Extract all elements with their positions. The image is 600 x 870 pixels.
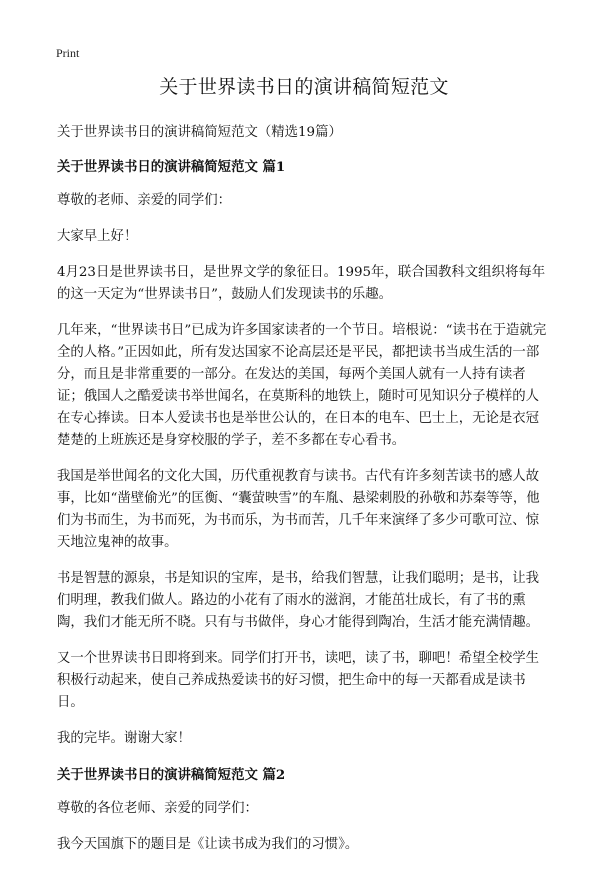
paragraph: 我的完毕。谢谢大家！ xyxy=(57,731,191,746)
document-subtitle: 关于世界读书日的演讲稿简短范文（精选19篇） xyxy=(57,125,342,140)
section-heading-2: 关于世界读书日的演讲稿简短范文 篇2 xyxy=(57,767,286,783)
section-heading-1: 关于世界读书日的演讲稿简短范文 篇1 xyxy=(57,159,286,175)
print-link[interactable]: Print xyxy=(56,46,80,60)
paragraph: 我今天国旗下的题目是《让读书成为我们的习惯》。 xyxy=(57,837,359,852)
paragraph: 大家早上好！ xyxy=(57,229,138,244)
paragraph: 4月23日是世界读书日，是世界文学的象征日。1995年，联合国教科文组织将每年的这一天定为“世界读书日”，鼓励人们发现读书的乐趣。 xyxy=(57,265,546,302)
document-body xyxy=(57,74,551,870)
paragraph: 又一个世界读书日即将到来。同学们打开书，读吧，读了书，聊吧！希望全校学生积极行动起来，使自己养成热爱读书的好习惯，把生命中的每一天都看成是读书日。 xyxy=(57,651,540,710)
paragraph: 几年来，“世界读书日”已成为许多国家读者的一个节日。培根说：“读书在于造就完全的人格。”正因如此，所有发达国家不论高层还是平民，都把读书当成生活的一部分，而且是非常重要的一部分。在发达的美国，每两个美国人就有一人持有读者证；俄国人之酷爱读书举世闻名，在莫斯科的地铁上，随时可见知识分子模样的人在专心捧读。日本人爱读书也是举世公认的，在日本的电车、巴士上，无论是衣冠楚楚的上班族还是身穿校服的学子，差不多都在专心看书。 xyxy=(57,323,547,448)
paragraph: 尊敬的各位老师、亲爱的同学们： xyxy=(57,801,258,816)
paragraph: 书是智慧的源泉，书是知识的宝库，是书，给我们智慧，让我们聪明；是书，让我们明理，教我们做人。路边的小花有了雨水的滋润，才能茁壮成长，有了书的熏陶，我们才能无所不晓。只有与书做伴，身心才能得到陶冶，生活才能充满情趣。 xyxy=(57,571,540,630)
paragraph: 我国是举世闻名的文化大国，历代重视教育与读书。古代有许多刻苦读书的感人故事，比如“凿壁偷光”的匡衡、“囊萤映雪”的车胤、悬梁刺股的孙敬和苏秦等等，他们为书而生，为书而死，为书而乐，为书而苦，几千年来演绎了多少可歌可泣、惊天地泣鬼神的故事。 xyxy=(57,469,540,550)
document-title: 关于世界读书日的演讲稿简短范文 xyxy=(159,76,449,98)
paragraph: 尊敬的老师、亲爱的同学们： xyxy=(57,193,232,208)
